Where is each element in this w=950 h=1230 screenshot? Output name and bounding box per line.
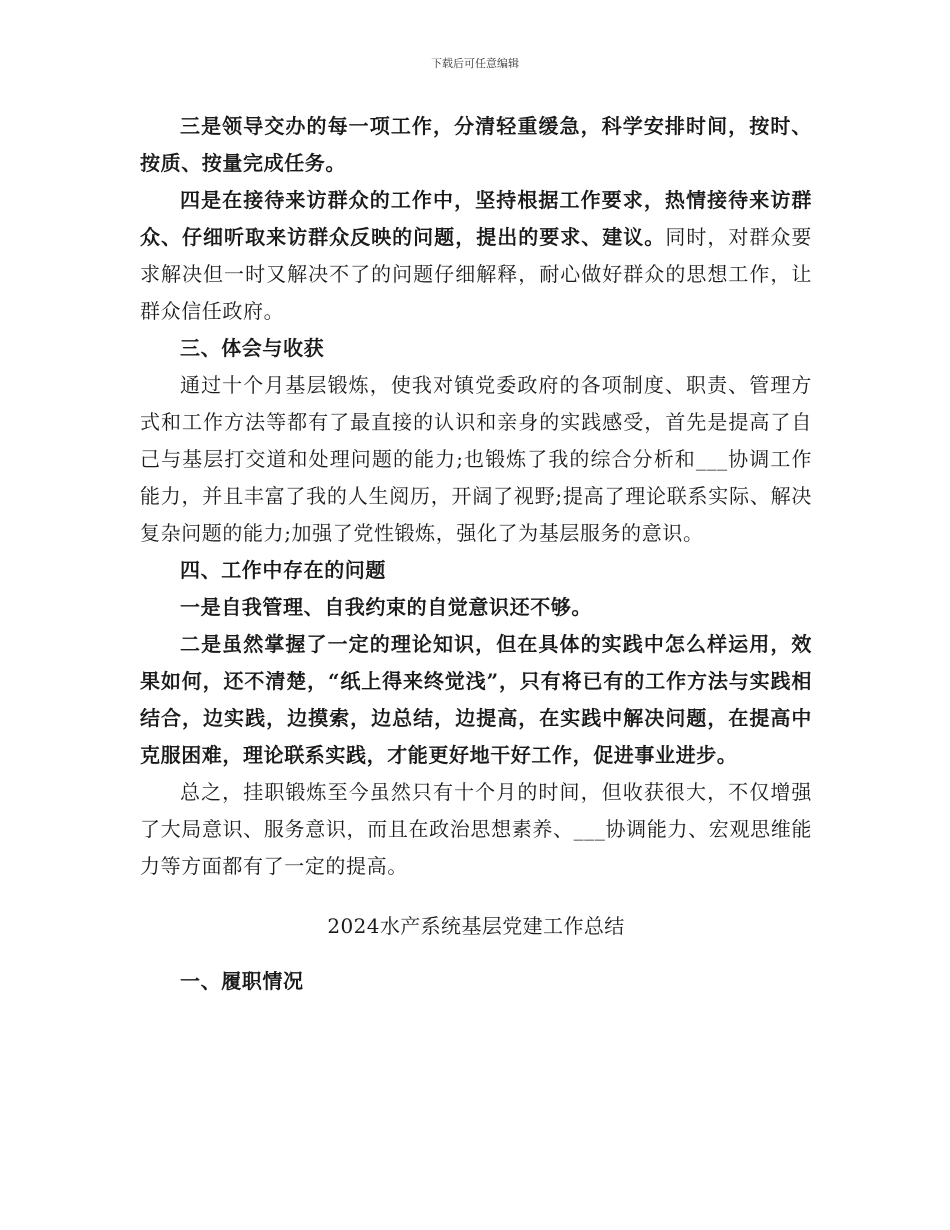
paragraph-normal-part: 同时，对群众要求解决但一时又解决不了的问题仔细解释，耐心做好群众的思想工作，让群众信任政府。 xyxy=(140,225,813,323)
paragraph-summary: 总之，挂职锻炼至今虽然只有十个月的时间，但收获很大，不仅增强了大局意识、服务意识，而且在政治思想素养、___协调能力、宏观思维能力等方面都有了一定的提高。 xyxy=(140,780,812,878)
heading-duty-performance: 一、履职情况 xyxy=(180,969,304,993)
heading-problems: 四、工作中存在的问题 xyxy=(180,558,386,582)
paragraph-bold-part: 四是在接待来访群众的工作中，坚持根据工作要求，热情接待来访群众、仔细听取来访群众反映的问题，提出的要求、建议。 xyxy=(140,188,812,249)
heading-experience-gains: 三、体会与收获 xyxy=(180,336,325,360)
paragraph-visitor-reception xyxy=(140,182,812,330)
paragraph-task-completion: 三是领导交办的每一项工作，分清轻重缓急，科学安排时间，按时、按质、按量完成任务。 xyxy=(140,114,812,175)
page-header: 下载后可任意编辑 xyxy=(431,57,519,70)
paragraph-experience: 通过十个月基层锻炼，使我对镇党委政府的各项制度、职责、管理方式和工作方法等都有了最直接的认识和亲身的实践感受，首先是提高了自己与基层打交道和处理问题的能力;也锻炼了我的综合分析和___协调工作能力，并且丰富了我的人生阅历，开阔了视野;提高了理论联系实际、解决复杂问题的能力;加强了党性锻炼，强化了为基层服务的意识。 xyxy=(140,373,812,545)
paragraph-problem-two: 二是虽然掌握了一定的理论知识，但在具体的实践中怎么样运用，效果如何，还不清楚，“纸上得来终觉浅”，只有将已有的工作方法与实践相结合，边实践，边摸索，边总结，边提高，在实践中解决问题，在提高中克服困难，理论联系实践，才能更好地干好工作，促进事业进步。 xyxy=(140,632,812,767)
paragraph-problem-one: 一是自我管理、自我约束的自觉意识还不够。 xyxy=(180,595,592,619)
document-body xyxy=(140,108,812,1000)
document-title: 2024水产系统基层党建工作总结 xyxy=(327,914,625,938)
